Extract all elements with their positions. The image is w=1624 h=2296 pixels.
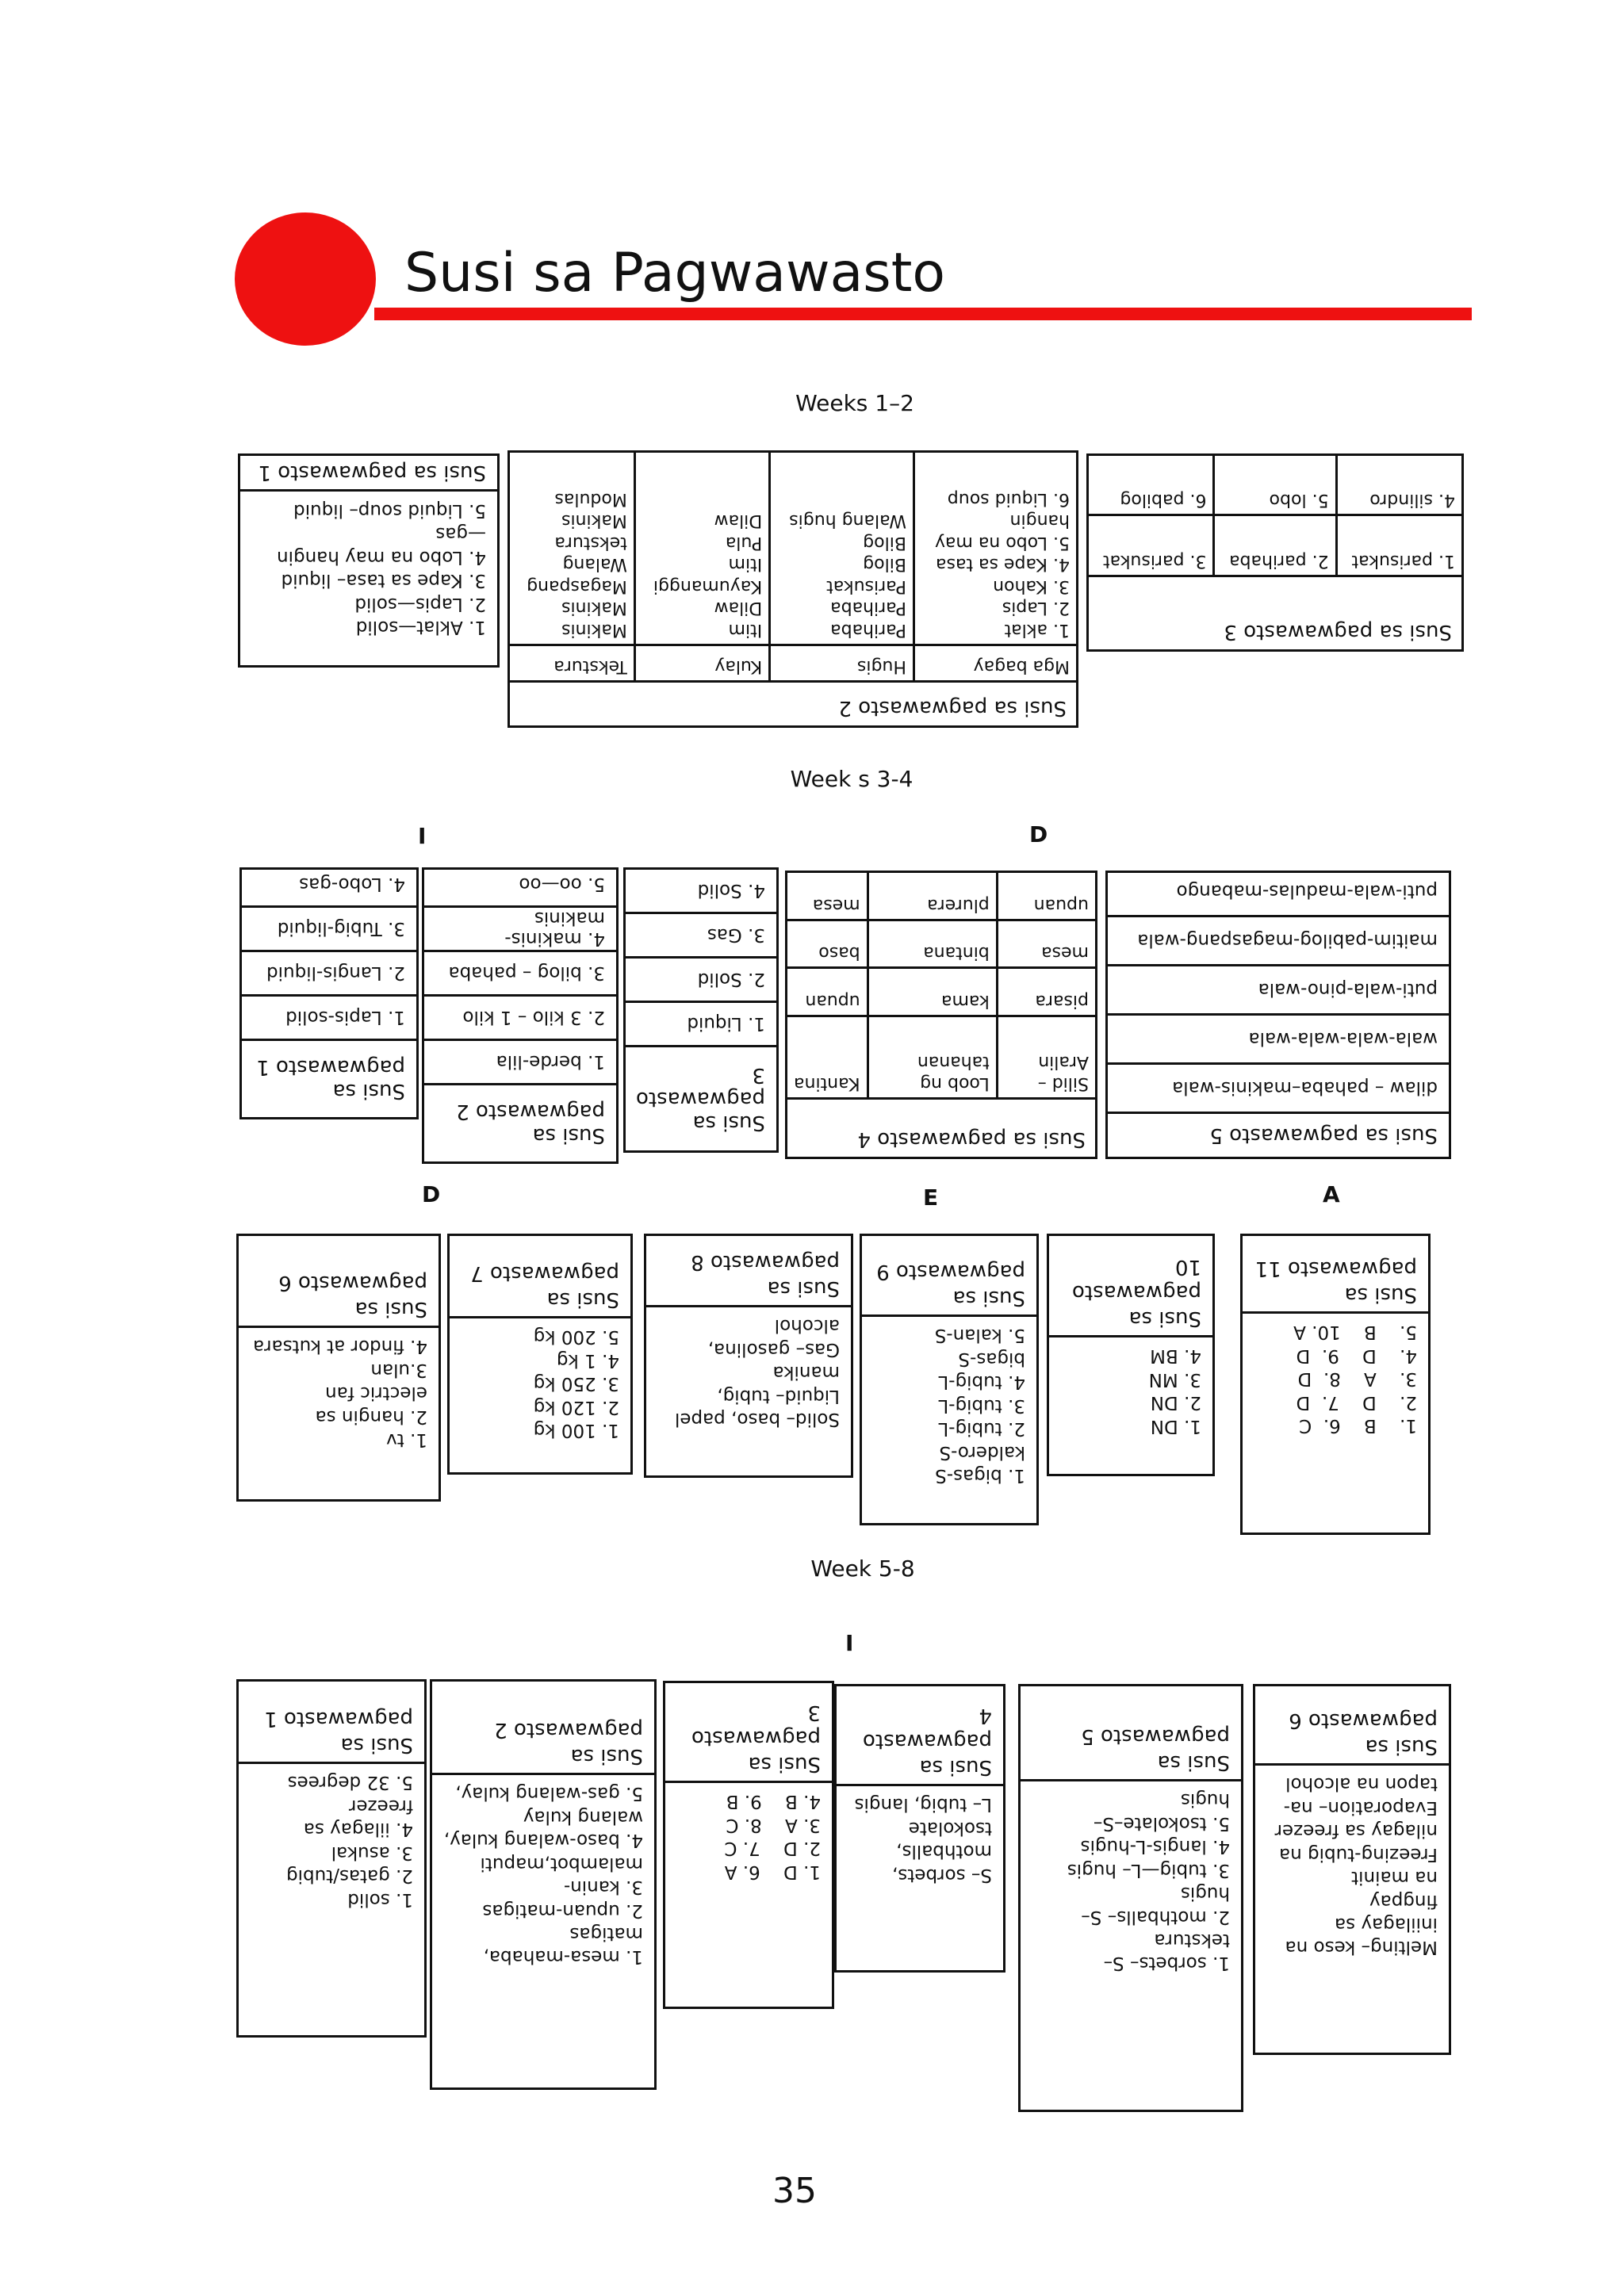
w34-key-1-answer-2: 2. Langis-liquid [242, 952, 416, 997]
w12-key-2-col-2: Parihaba Parihaba Parisukat Bilog Bilog Walang hugis [770, 452, 914, 645]
w58-key-6-answers: Melting– keso na iniilagay sa fingpay na mainit Freezing-tubig na nilagay sa freezer Evaporation– na- tapon na alcohol [1274, 1774, 1438, 1958]
w34-key-2-title: Susi sa pagwawasto 2 [456, 1100, 605, 1147]
w34-key-7-answers: 1. 100 kg 2. 120 kg 3. 250 kg 4. 1 kg 5. 200 kg [533, 1326, 619, 1441]
w34-key-5-answer-3: puti-wala-pino-wala [1108, 966, 1449, 1016]
w34-key-9-answers: 1. bigas-S kaldero-S 2. tubig-L 3. tubig-L 4. tubig-L bigas-S 5. kalan-S [934, 1325, 1025, 1487]
w34-key-10-answers: 1. DN 2. DN 3. MN 4. BM [1148, 1345, 1201, 1437]
section-heading-weeks-5-8: Week 5-8 [810, 1556, 915, 1582]
w34-key-2-answer-1: 1. berde-lila [424, 1041, 616, 1085]
w34-key-4-cell-2-3: upuan [787, 968, 868, 1016]
w34-key-3-answer-1: 1. Liquid [626, 1003, 776, 1047]
w34-key-5-title: Susi sa pagwawasto 5 [1209, 1123, 1438, 1147]
group-letter-a: A [1323, 1181, 1340, 1207]
w34-key-8-answers: Solid– baso, papel Liquid– tubig, manika Gas– gasolina, alcohol [674, 1315, 840, 1430]
w34-key-5-answer-4: maitim-pabilog-magaspang-wala [1108, 917, 1449, 966]
w12-key-3 [1086, 453, 1464, 652]
w34-key-4-title: Susi sa pagwawasto 4 [787, 1099, 1097, 1158]
w34-key-2-answer-5: 5. oo—oo [424, 863, 616, 908]
w12-key-3-item-2: 2. parihaba [1214, 515, 1336, 576]
w34-key-10 [1047, 1234, 1215, 1476]
w34-key-4-cell-2-2: kama [868, 968, 997, 1016]
w58-key-3-answers: 1. D 6. A 2. D 7. C 3. A 8. C 4. B 9. B [724, 1791, 821, 1882]
w34-key-4-cell-1-3: Kantina [787, 1016, 868, 1099]
w58-key-2 [430, 1679, 657, 2090]
w12-key-2-col-4: Makinis Makinis Magaspang Walang tekstura Makinis Modulas [509, 452, 635, 645]
w34-key-1-title: Susi sa pagwawasto 1 [256, 1055, 405, 1103]
w58-key-3-title: Susi sa pagwawasto 3 [665, 1683, 832, 1783]
w12-key-2 [508, 450, 1078, 728]
w12-key-2-col-1: 1. aklat 2. Lapis 3. Kahon 4. Kape sa tasa 5. Lobo na may hangin 6. Liquid soup [914, 452, 1077, 645]
w12-key-2-col-3: Itim Dilaw Kayumanggi Itim Pula Dilaw [634, 452, 769, 645]
w34-key-4-cell-4-1: upuan [997, 872, 1096, 920]
w34-key-10-title: Susi sa pagwawasto 10 [1049, 1236, 1212, 1337]
w34-key-4-cell-3-3: baso [787, 920, 868, 968]
w58-key-6 [1253, 1684, 1451, 2055]
w12-key-1-answers: 1. Aklat—solid 2. Lapis—solid 3. Kape sa tasa– liquid 4. Lobo na may hangin —gas 5. Liquid soup– liquid [277, 499, 486, 638]
w34-key-4-cell-3-2: bintana [868, 920, 997, 968]
page-number: 35 [772, 2171, 817, 2211]
w58-key-5-answers: 1. sorbets– S– tekstura 2. mothballs– S– hugis 3. tubig—L– hugis 4. langis-L-hugis 5. tsokolate–S– hugis [1067, 1789, 1230, 1974]
w34-key-8 [644, 1234, 853, 1478]
w34-key-5-answer-2: wala-wala-wala-wala [1108, 1016, 1449, 1065]
w34-key-1-answer-1: 1. Lapis-solid [242, 997, 416, 1041]
w34-key-2-answer-2: 2. 3 kilo – 1 kilo [424, 997, 616, 1041]
group-letter-i: I [418, 823, 427, 849]
w34-key-5-answer-1: dilaw – pahaba–makinis-wala [1108, 1065, 1449, 1114]
w34-key-4-cell-3-1: mesa [997, 920, 1096, 968]
w58-key-1-answers: 1. solid 2. gatas/tubig 3. asukal 4. iilagay sa freezer 5. 32 degrees [286, 1772, 413, 1910]
w12-key-2-header-3: Kulay [634, 645, 769, 681]
w12-key-2-title: Susi sa pagwawasto 2 [509, 682, 1078, 727]
w58-key-5 [1018, 1684, 1243, 2112]
w34-key-4-cell-1-2: Loob ng tahanan [868, 1016, 997, 1099]
w58-key-6-title: Susi sa pagwawasto 6 [1255, 1686, 1449, 1766]
w58-key-5-title: Susi sa pagwawasto 5 [1021, 1686, 1241, 1781]
w12-key-2-header-4: Tekstura [509, 645, 635, 681]
w58-key-2-title: Susi sa pagwawasto 2 [432, 1682, 654, 1775]
w34-key-2-answer-3: 3. bilog – pahaba [424, 952, 616, 997]
w34-key-7-title: Susi sa pagwawasto 7 [450, 1236, 630, 1318]
w34-key-2 [422, 867, 619, 1164]
section-heading-weeks-1-2: Weeks 1–2 [795, 390, 914, 416]
w34-key-7 [447, 1234, 633, 1475]
w34-key-2-answer-4: 4. makinis-makinis [424, 908, 616, 952]
w34-key-5-answer-5: puti-wala-madulas-mabango [1108, 868, 1449, 917]
w34-key-4 [785, 871, 1097, 1159]
w58-key-4 [834, 1684, 1005, 1973]
w34-key-9 [860, 1234, 1039, 1525]
group-letter-e: E [923, 1184, 939, 1211]
w34-key-11-answers: 1. B 6. C 2. D 7. D 3. A 8. D 4. D 9. D 5. B 10. A [1293, 1322, 1417, 1437]
w34-key-3-title: Susi sa pagwawasto 3 [636, 1063, 765, 1135]
w12-key-2-header-1: Mga bagay [914, 645, 1077, 681]
w34-key-6-title: Susi sa pagwawasto 6 [239, 1236, 439, 1328]
w34-key-8-title: Susi sa pagwawasto 8 [646, 1236, 851, 1307]
w12-key-3-item-4: 4. silindro [1336, 455, 1462, 515]
w34-key-3-answer-4: 4. Solid [626, 870, 776, 914]
section-heading-weeks-3-4: Week s 3-4 [790, 766, 914, 792]
w34-key-3 [623, 867, 779, 1153]
w12-key-3-item-3: 3. parisukat [1088, 515, 1214, 576]
w34-key-9-title: Susi sa pagwawasto 9 [862, 1236, 1036, 1317]
w58-key-2-answers: 1. mesa-mahaba, matigas 2. upuan-matigas 3. kanin- malambot,maputi 4. baso-walang kulay, walang kulay 5. gas-walang kulay, [443, 1783, 643, 1968]
w58-key-1 [236, 1679, 427, 2038]
group-letter-d: D [1029, 821, 1048, 848]
w34-key-6 [236, 1234, 441, 1502]
w34-key-1-answer-3: 3. Tubig-liquid [242, 908, 416, 952]
w34-key-11-title: Susi sa pagwawasto 11 [1243, 1236, 1428, 1314]
w12-key-1-title: Susi sa pagwawasto 1 [240, 456, 497, 492]
title-underline [374, 308, 1472, 320]
w12-key-3-title: Susi sa pagwawasto 3 [1088, 576, 1463, 650]
w58-key-4-title: Susi sa pagwawasto 4 [837, 1686, 1003, 1786]
w58-key-3 [663, 1681, 834, 2009]
w58-key-1-title: Susi sa pagwawasto 1 [239, 1682, 424, 1764]
w34-key-1 [239, 867, 419, 1119]
w12-key-1 [238, 453, 500, 668]
w34-key-3-answer-2: 2. Solid [626, 959, 776, 1003]
w34-key-4-cell-2-1: pisara [997, 968, 1096, 1016]
w12-key-2-header-2: Hugis [770, 645, 914, 681]
page-title: Susi sa Pagwawasto [404, 242, 945, 304]
group-letter-d-2: D [422, 1181, 441, 1207]
w34-key-3-answer-3: 3. Gas [626, 914, 776, 959]
w34-key-5 [1105, 871, 1451, 1159]
w34-key-4-cell-4-3: mesa [787, 872, 868, 920]
w12-key-3-item-6: 6. pabilog [1088, 455, 1214, 515]
w34-key-4-cell-4-2: plurera [868, 872, 997, 920]
red-circle-decoration [235, 212, 376, 346]
w34-key-1-answer-4: 4. Lobo-gas [242, 863, 416, 908]
group-letter-i-2: I [845, 1630, 854, 1656]
w34-key-6-answers: 1. tv 2. hangin sa electric fan 3.ulan 4. findor at kutsara [252, 1336, 427, 1451]
w34-key-11 [1240, 1234, 1431, 1535]
w12-key-3-item-1: 1. parisukat [1336, 515, 1462, 576]
w58-key-4-answers: S– sorbets, mothballs, tsokolate L– tubig, langis [854, 1794, 992, 1885]
w34-key-4-cell-1-1: Silid – Aralin [997, 1016, 1096, 1099]
w12-key-3-item-5: 5. lobo [1214, 455, 1336, 515]
